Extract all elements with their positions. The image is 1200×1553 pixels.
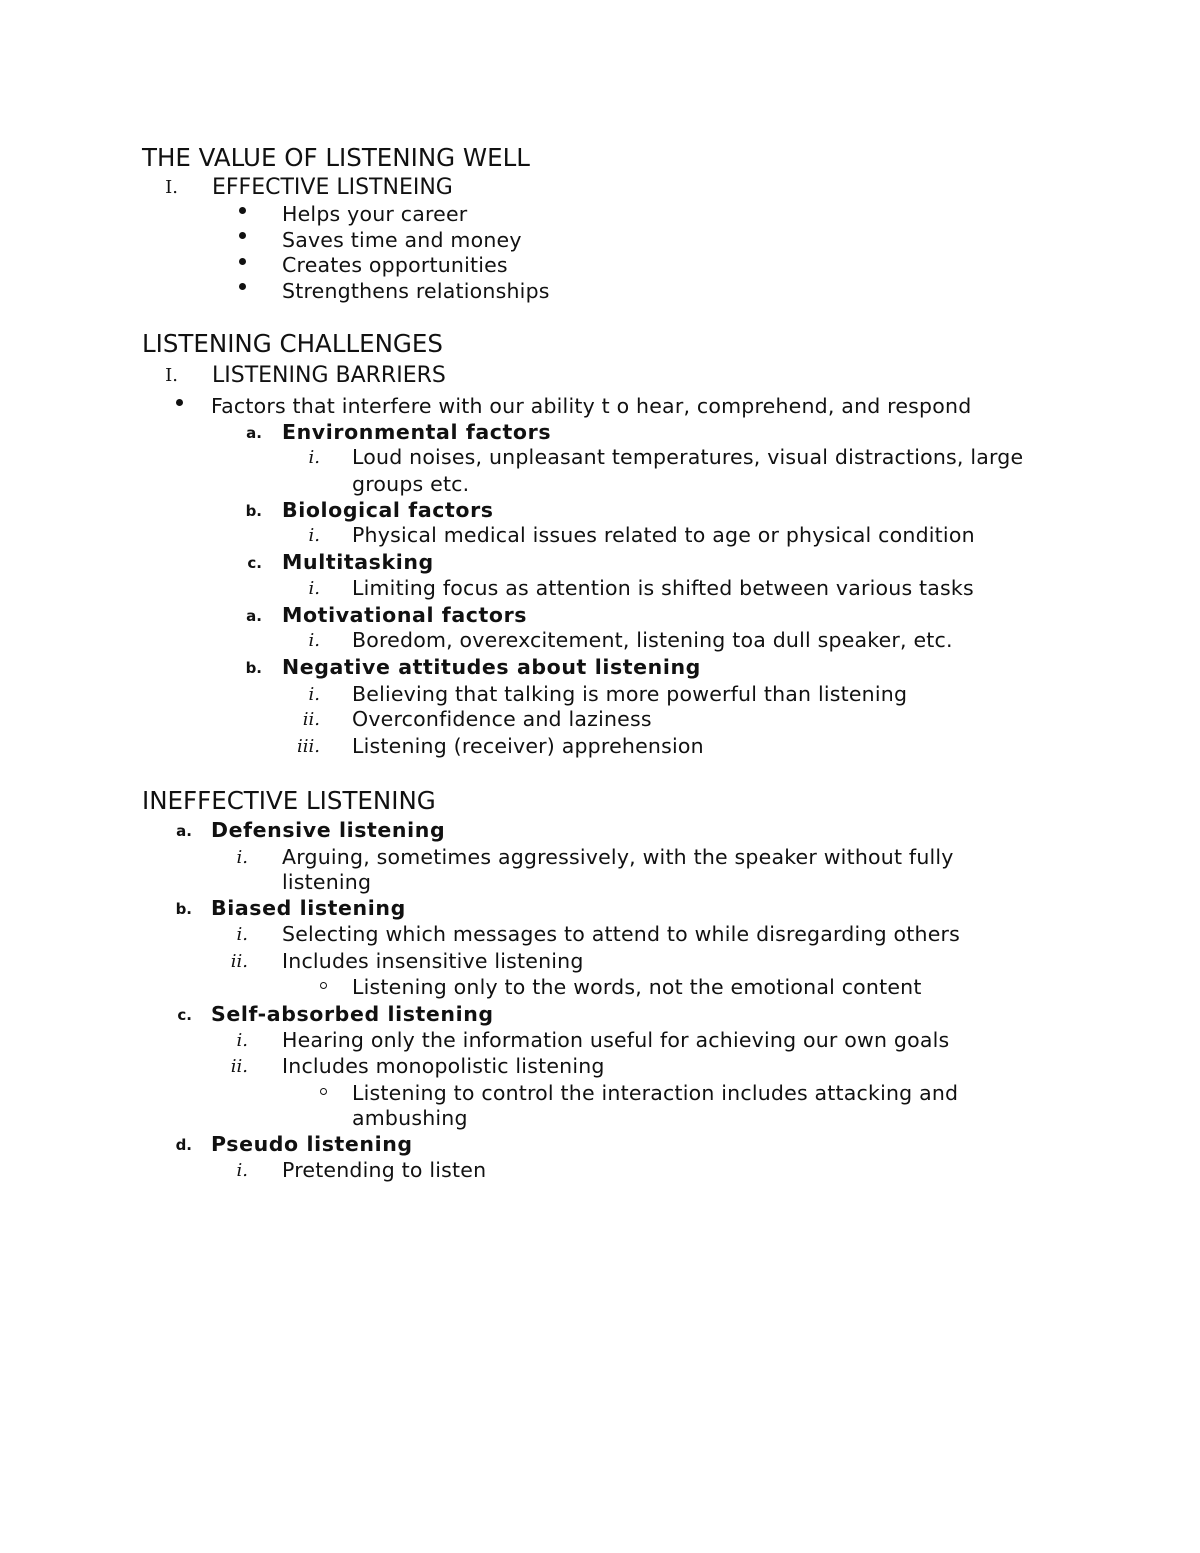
- list-marker: b.: [245, 659, 262, 677]
- list-item: Saves time and money: [282, 228, 522, 252]
- list-marker: iii.: [297, 736, 320, 757]
- list-item-continuation: groups etc.: [352, 472, 470, 496]
- factor-title: Negative attitudes about listening: [282, 655, 701, 679]
- list-item: Strengthens relationships: [282, 279, 550, 303]
- factor-title: Motivational factors: [282, 603, 528, 627]
- factor-title: Multitasking: [282, 550, 434, 574]
- factor-title: Environmental factors: [282, 420, 552, 444]
- list-marker: ii.: [230, 1056, 248, 1077]
- list-item: Factors that interfere with our ability t o hear, comprehend, and respond: [211, 394, 972, 418]
- list-item: Pretending to listen: [282, 1158, 487, 1182]
- list-item: Limiting focus as attention is shifted between various tasks: [352, 576, 974, 600]
- list-item: Creates opportunities: [282, 253, 508, 277]
- bullet-icon: [239, 283, 246, 290]
- bullet-icon: [239, 232, 246, 239]
- bullet-icon: [239, 207, 246, 214]
- list-item: Overconfidence and laziness: [352, 707, 652, 731]
- list-marker: a.: [246, 607, 262, 625]
- section-title: LISTENING CHALLENGES: [142, 329, 443, 358]
- list-item: Listening to control the interaction includes attacking and: [352, 1081, 959, 1105]
- circle-bullet-icon: [320, 982, 327, 989]
- list-marker: d.: [175, 1136, 192, 1154]
- list-marker: b.: [245, 502, 262, 520]
- list-item: Boredom, overexcitement, listening toa dull speaker, etc.: [352, 628, 953, 652]
- list-marker: c.: [247, 554, 262, 572]
- list-item: Physical medical issues related to age or physical condition: [352, 523, 975, 547]
- list-marker: a.: [176, 822, 192, 840]
- list-marker: i.: [308, 684, 320, 705]
- listening-type-title: Defensive listening: [211, 818, 446, 842]
- list-item: Arguing, sometimes aggressively, with the speaker without fully: [282, 845, 954, 869]
- subheading-marker: I.: [165, 365, 178, 386]
- list-marker: ii.: [230, 951, 248, 972]
- list-marker: ii.: [302, 709, 320, 730]
- list-item: Believing that talking is more powerful than listening: [352, 682, 908, 706]
- list-item: Listening only to the words, not the emotional content: [352, 975, 922, 999]
- list-marker: i.: [308, 525, 320, 546]
- listening-type-title: Pseudo listening: [211, 1132, 413, 1156]
- list-marker: i.: [236, 847, 248, 868]
- listening-type-title: Biased listening: [211, 896, 406, 920]
- subheading: EFFECTIVE LISTNEING: [212, 175, 453, 200]
- list-marker: b.: [175, 900, 192, 918]
- listening-type-title: Self-absorbed listening: [211, 1002, 494, 1026]
- list-item: Hearing only the information useful for achieving our own goals: [282, 1028, 950, 1052]
- list-item-continuation: listening: [282, 870, 372, 894]
- list-marker: i.: [236, 924, 248, 945]
- list-marker: a.: [246, 424, 262, 442]
- bullet-icon: [176, 399, 183, 406]
- list-marker: c.: [177, 1006, 192, 1024]
- list-marker: i.: [308, 447, 320, 468]
- list-marker: i.: [308, 630, 320, 651]
- list-item-continuation: ambushing: [352, 1106, 468, 1130]
- list-item: Helps your career: [282, 202, 468, 226]
- section-title: THE VALUE OF LISTENING WELL: [142, 143, 530, 172]
- list-marker: i.: [308, 578, 320, 599]
- subheading-marker: I.: [165, 177, 178, 198]
- list-item: Listening (receiver) apprehension: [352, 734, 704, 758]
- circle-bullet-icon: [320, 1088, 327, 1095]
- list-item: Includes insensitive listening: [282, 949, 584, 973]
- section-title: INEFFECTIVE LISTENING: [142, 786, 436, 815]
- factor-title: Biological factors: [282, 498, 494, 522]
- subheading: LISTENING BARRIERS: [212, 363, 446, 388]
- list-item: Selecting which messages to attend to while disregarding others: [282, 922, 961, 946]
- list-marker: i.: [236, 1160, 248, 1181]
- list-item: Loud noises, unpleasant temperatures, visual distractions, large: [352, 445, 1024, 469]
- list-item: Includes monopolistic listening: [282, 1054, 605, 1078]
- list-marker: i.: [236, 1030, 248, 1051]
- bullet-icon: [239, 258, 246, 265]
